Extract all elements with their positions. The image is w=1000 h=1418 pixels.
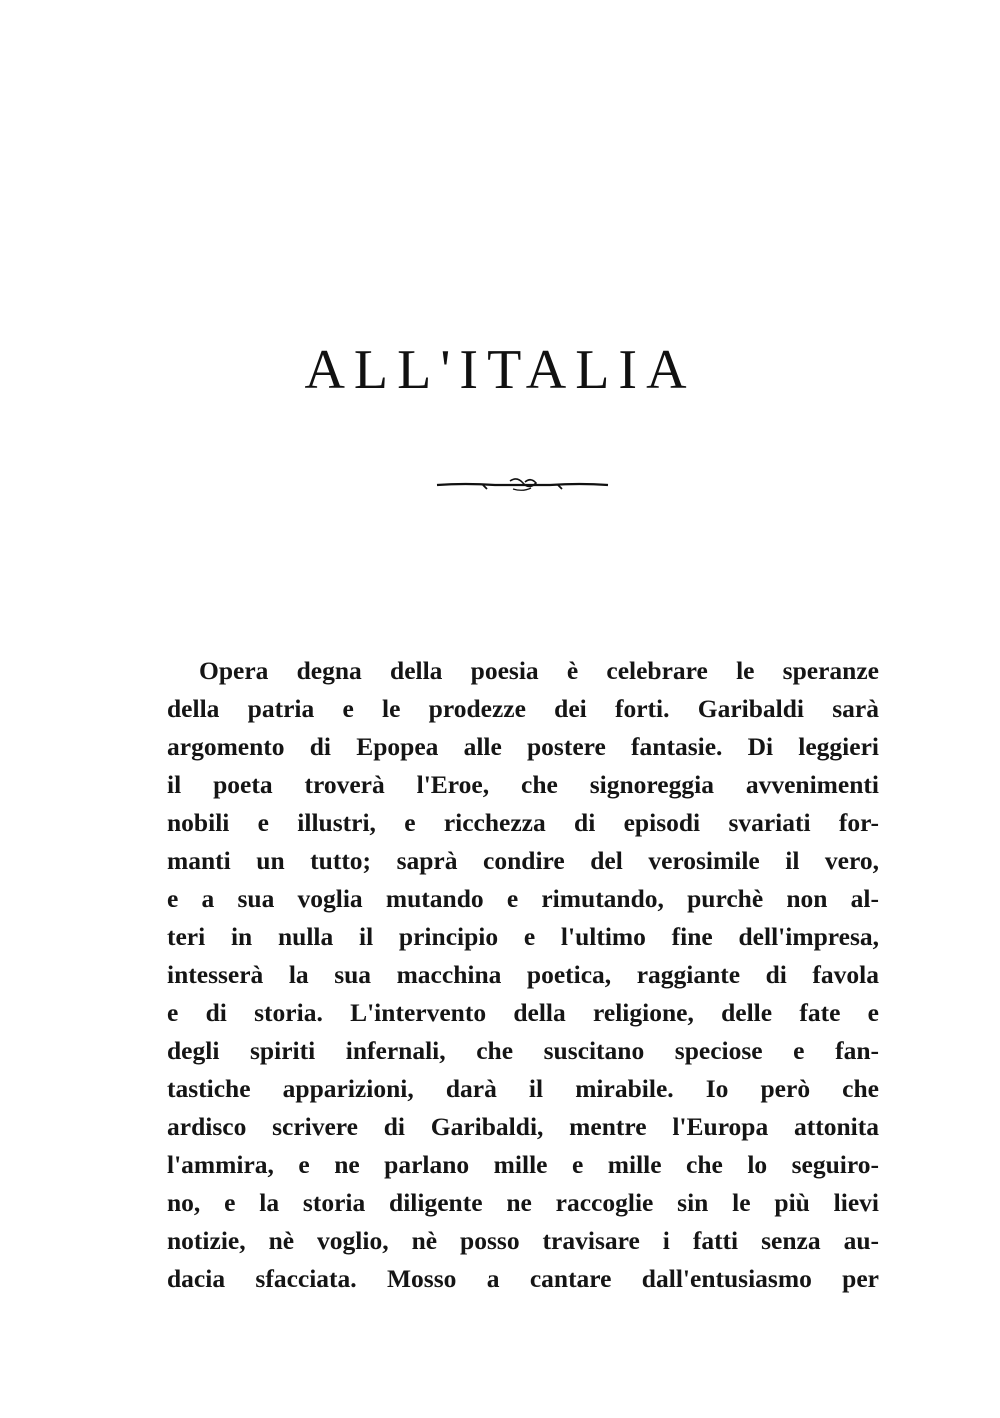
text-line: dacia sfacciata. Mosso a cantare dall'entusiasmo per — [167, 1264, 879, 1293]
chapter-title: ALL'ITALIA — [304, 339, 696, 401]
text-line: ardisco scrivere di Garibaldi, mentre l'Europa attonita — [167, 1112, 879, 1141]
text-line: argomento di Epopea alle postere fantasie. Di leggieri — [167, 732, 879, 761]
text-line: e a sua voglia mutando e rimutando, purchè non al- — [167, 884, 879, 913]
text-line: no, e la storia diligente ne raccoglie sin le più lievi — [167, 1188, 879, 1217]
text-line: intesserà la sua macchina poetica, raggiante di favola — [167, 960, 879, 989]
prose-paragraph — [167, 652, 879, 1298]
text-line: teri in nulla il principio e l'ultimo fine dell'impresa, — [167, 922, 879, 951]
text-line: manti un tutto; saprà condire del verosimile il vero, — [167, 846, 879, 875]
text-line: della patria e le prodezze dei forti. Garibaldi sarà — [167, 694, 879, 723]
text-line: degli spiriti infernali, che suscitano speciose e fan- — [167, 1036, 879, 1065]
text-line: e di storia. L'intervento della religione, delle fate e — [167, 998, 879, 1027]
text-line: Opera degna della poesia è celebrare le speranze — [199, 656, 879, 685]
text-line: nobili e illustri, e ricchezza di episodi svariati for- — [167, 808, 879, 837]
text-line: l'ammira, e ne parlano mille e mille che lo seguiro- — [167, 1150, 879, 1179]
fleuron-rule-icon — [435, 472, 610, 498]
text-line: tastiche apparizioni, darà il mirabile. Io però che — [167, 1074, 879, 1103]
text-line: il poeta troverà l'Eroe, che signoreggia avvenimenti — [167, 770, 879, 799]
text-line: notizie, nè voglio, nè posso travisare i fatti senza au- — [167, 1226, 879, 1255]
